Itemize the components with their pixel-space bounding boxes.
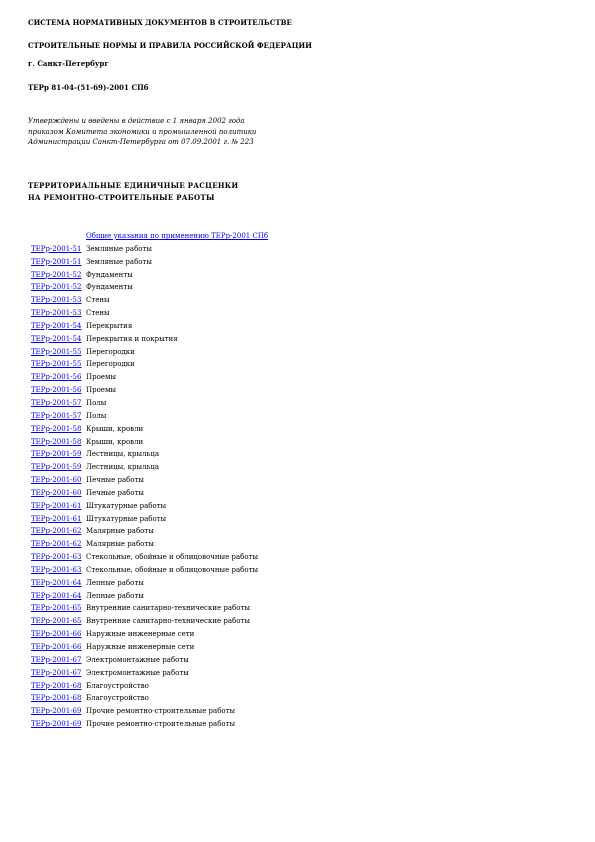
toc-code-link[interactable]: ТЕРр-2001-66 xyxy=(31,643,82,651)
toc-row xyxy=(31,602,268,615)
toc-row xyxy=(31,410,268,423)
toc-title: Земляные работы xyxy=(86,244,152,253)
toc-row xyxy=(31,243,268,256)
toc-title: Электромонтажные работы xyxy=(86,655,189,664)
subtitle-line-1: ТЕРРИТОРИАЛЬНЫЕ ЕДИНИЧНЫЕ РАСЦЕНКИ xyxy=(28,181,239,190)
toc-code-link[interactable]: ТЕРр-2001-67 xyxy=(31,668,82,677)
toc-title: Проемы xyxy=(86,386,116,395)
toc-code-link[interactable]: ТЕРр-2001-57 xyxy=(31,411,82,420)
toc-code-link[interactable]: ТЕРр-2001-51 xyxy=(31,257,82,266)
header-city: г. Санкт-Петербург xyxy=(28,59,109,68)
toc-title: Печные работы xyxy=(86,488,145,497)
toc-title: Электромонтажные работы xyxy=(86,668,189,677)
toc-list xyxy=(31,243,268,731)
toc-title: Благоустройство xyxy=(86,694,149,703)
toc-row xyxy=(31,281,268,294)
toc-row xyxy=(31,500,268,513)
toc-title: Крыши, кровли xyxy=(86,437,144,446)
subtitle-line-2: НА РЕМОНТНО-СТРОИТЕЛЬНЫЕ РАБОТЫ xyxy=(28,192,215,202)
header-line-2: СТРОИТЕЛЬНЫЕ НОРМЫ И ПРАВИЛА РОССИЙСКОЙ ФЕДЕРАЦИИ xyxy=(28,41,312,50)
toc-title: Прочие ремонтно-строительные работы xyxy=(86,707,236,716)
toc-row xyxy=(31,461,268,474)
toc-row xyxy=(31,423,268,436)
toc-title: Стекольные, обойные и облицовочные работы xyxy=(86,553,259,562)
toc-row xyxy=(31,333,268,346)
toc-code-link[interactable]: ТЕРр-2001-66 xyxy=(31,630,82,639)
toc-title: Земляные работы xyxy=(86,257,152,266)
toc-title: Крыши, кровли xyxy=(86,424,144,433)
toc-code-link[interactable]: ТЕРр-2001-62 xyxy=(31,527,82,536)
toc-code-link[interactable]: ТЕРр-2001-54 xyxy=(31,321,82,330)
toc-row xyxy=(31,551,268,564)
toc-title: Стены xyxy=(86,309,110,318)
toc-title: Лестницы, крыльца xyxy=(86,463,159,472)
toc-code-link[interactable]: ТЕРр-2001-59 xyxy=(31,450,82,459)
approval-line-3: Администрации Санкт-Петербурга от 07.09.2001 г. № 223 xyxy=(28,138,254,146)
toc-row xyxy=(31,307,268,320)
toc-title: Наружные инженерные сети xyxy=(86,630,195,639)
toc-title: Печные работы xyxy=(86,476,145,485)
toc-row xyxy=(31,294,268,307)
toc-row xyxy=(31,346,268,359)
toc-code-link[interactable]: ТЕРр-2001-58 xyxy=(31,437,82,446)
toc-row xyxy=(31,371,268,384)
toc-code-link[interactable]: ТЕРр-2001-61 xyxy=(31,514,82,523)
toc-row xyxy=(31,564,268,577)
toc-row xyxy=(31,538,268,551)
toc-code-link[interactable]: ТЕРр-2001-65 xyxy=(31,617,82,626)
approval-line-1: Утверждены и введены в действие с 1 января 2002 года xyxy=(28,117,245,125)
toc-row xyxy=(31,436,268,449)
toc-code-link[interactable]: ТЕРр-2001-68 xyxy=(31,694,82,703)
toc-title: Стекольные, обойные и облицовочные работы xyxy=(86,565,259,574)
toc-title: Полы xyxy=(86,398,107,407)
approval-line-2: приказом Комитета экономики и промышленной политики xyxy=(28,127,257,136)
toc-code-link[interactable]: ТЕРр-2001-52 xyxy=(31,270,82,279)
toc-row xyxy=(31,654,268,667)
toc-row xyxy=(31,641,268,654)
toc-code-link[interactable]: ТЕРр-2001-60 xyxy=(31,476,82,485)
toc-code-link[interactable]: ТЕРр-2001-55 xyxy=(31,360,82,369)
toc-row xyxy=(31,513,268,526)
toc-row xyxy=(31,397,268,410)
document-subtitle xyxy=(28,180,238,203)
toc-code-link[interactable]: ТЕРр-2001-67 xyxy=(31,655,82,664)
general-instructions-link[interactable]: Общие указания по применению ТЕРр-2001 СПб xyxy=(86,232,269,240)
toc-title: Перекрытия и покрытия xyxy=(86,334,178,343)
toc-code-link[interactable]: ТЕРр-2001-63 xyxy=(31,553,82,562)
toc-code-link[interactable]: ТЕРр-2001-56 xyxy=(31,386,82,395)
toc-code-link[interactable]: ТЕРр-2001-69 xyxy=(31,720,82,729)
toc-title: Внутренние санитарно-технические работы xyxy=(86,604,250,613)
approval-block xyxy=(28,116,256,148)
toc-code-link[interactable]: ТЕРр-2001-64 xyxy=(31,578,82,587)
toc-row xyxy=(31,590,268,603)
toc-row xyxy=(31,358,268,371)
toc-code-link[interactable]: ТЕРр-2001-53 xyxy=(31,296,82,305)
toc-title: Перекрытия xyxy=(86,321,133,330)
toc-code-link[interactable]: ТЕРр-2001-59 xyxy=(31,463,82,472)
toc-row xyxy=(31,320,268,333)
toc-title: Полы xyxy=(86,411,107,420)
toc-row xyxy=(31,667,268,680)
toc-code-link[interactable]: ТЕРр-2001-62 xyxy=(31,540,82,549)
toc-title: Штукатурные работы xyxy=(86,514,167,523)
toc-code-link[interactable]: ТЕРр-2001-54 xyxy=(31,334,82,343)
toc-title: Наружные инженерные сети xyxy=(86,643,195,651)
toc-code-link[interactable]: ТЕРр-2001-56 xyxy=(31,373,82,382)
toc-title: Фундаменты xyxy=(86,283,133,292)
toc-code-link[interactable]: ТЕРр-2001-68 xyxy=(31,681,82,690)
toc-title: Проемы xyxy=(86,373,116,382)
toc-title: Лепные работы xyxy=(86,591,144,600)
toc-row xyxy=(31,692,268,705)
toc-title: Перегородки xyxy=(86,347,135,356)
toc-code-link[interactable]: ТЕРр-2001-57 xyxy=(31,398,82,407)
toc-row xyxy=(31,615,268,628)
toc-code-link[interactable]: ТЕРр-2001-53 xyxy=(31,309,82,318)
toc-row xyxy=(31,525,268,538)
toc-row xyxy=(31,680,268,693)
toc-title: Лепные работы xyxy=(86,578,144,587)
toc-title: Лестницы, крыльца xyxy=(86,450,159,459)
toc-title: Штукатурные работы xyxy=(86,501,167,510)
toc-code-link[interactable]: ТЕРр-2001-51 xyxy=(31,244,82,253)
toc-title: Малярные работы xyxy=(86,540,154,549)
toc-row xyxy=(31,269,268,282)
toc-code-link[interactable]: ТЕРр-2001-58 xyxy=(31,424,82,433)
toc-title: Внутренние санитарно-технические работы xyxy=(86,617,250,626)
doc-code: ТЕРр 81-04-(51-69)-2001 СПб xyxy=(28,83,149,92)
toc-row xyxy=(31,705,268,718)
toc-title: Благоустройство xyxy=(86,681,149,690)
toc-title: Стены xyxy=(86,296,110,305)
toc-row xyxy=(31,384,268,397)
toc-code-link[interactable]: ТЕРр-2001-55 xyxy=(31,347,82,356)
toc-code-link[interactable]: ТЕРр-2001-69 xyxy=(31,707,82,716)
toc-code-link[interactable]: ТЕРр-2001-61 xyxy=(31,501,82,510)
toc-title: Фундаменты xyxy=(86,270,133,279)
toc-code-link[interactable]: ТЕРр-2001-60 xyxy=(31,488,82,497)
toc-title: Прочие ремонтно-строительные работы xyxy=(86,720,236,729)
toc-title: Перегородки xyxy=(86,360,135,369)
toc-row xyxy=(31,448,268,461)
toc-row xyxy=(31,718,268,731)
toc-code-link[interactable]: ТЕРр-2001-65 xyxy=(31,604,82,613)
toc-row xyxy=(31,628,268,641)
header-line-1: СИСТЕМА НОРМАТИВНЫХ ДОКУМЕНТОВ В СТРОИТЕЛЬСТВЕ xyxy=(28,18,292,27)
toc-code-link[interactable]: ТЕРр-2001-52 xyxy=(31,283,82,292)
toc-row xyxy=(31,256,268,269)
toc-code-link[interactable]: ТЕРр-2001-63 xyxy=(31,565,82,574)
toc-row xyxy=(31,577,268,590)
table-of-contents xyxy=(31,230,268,731)
toc-row xyxy=(31,487,268,500)
toc-row xyxy=(31,474,268,487)
toc-code-link[interactable]: ТЕРр-2001-64 xyxy=(31,591,82,600)
toc-title: Малярные работы xyxy=(86,527,154,536)
